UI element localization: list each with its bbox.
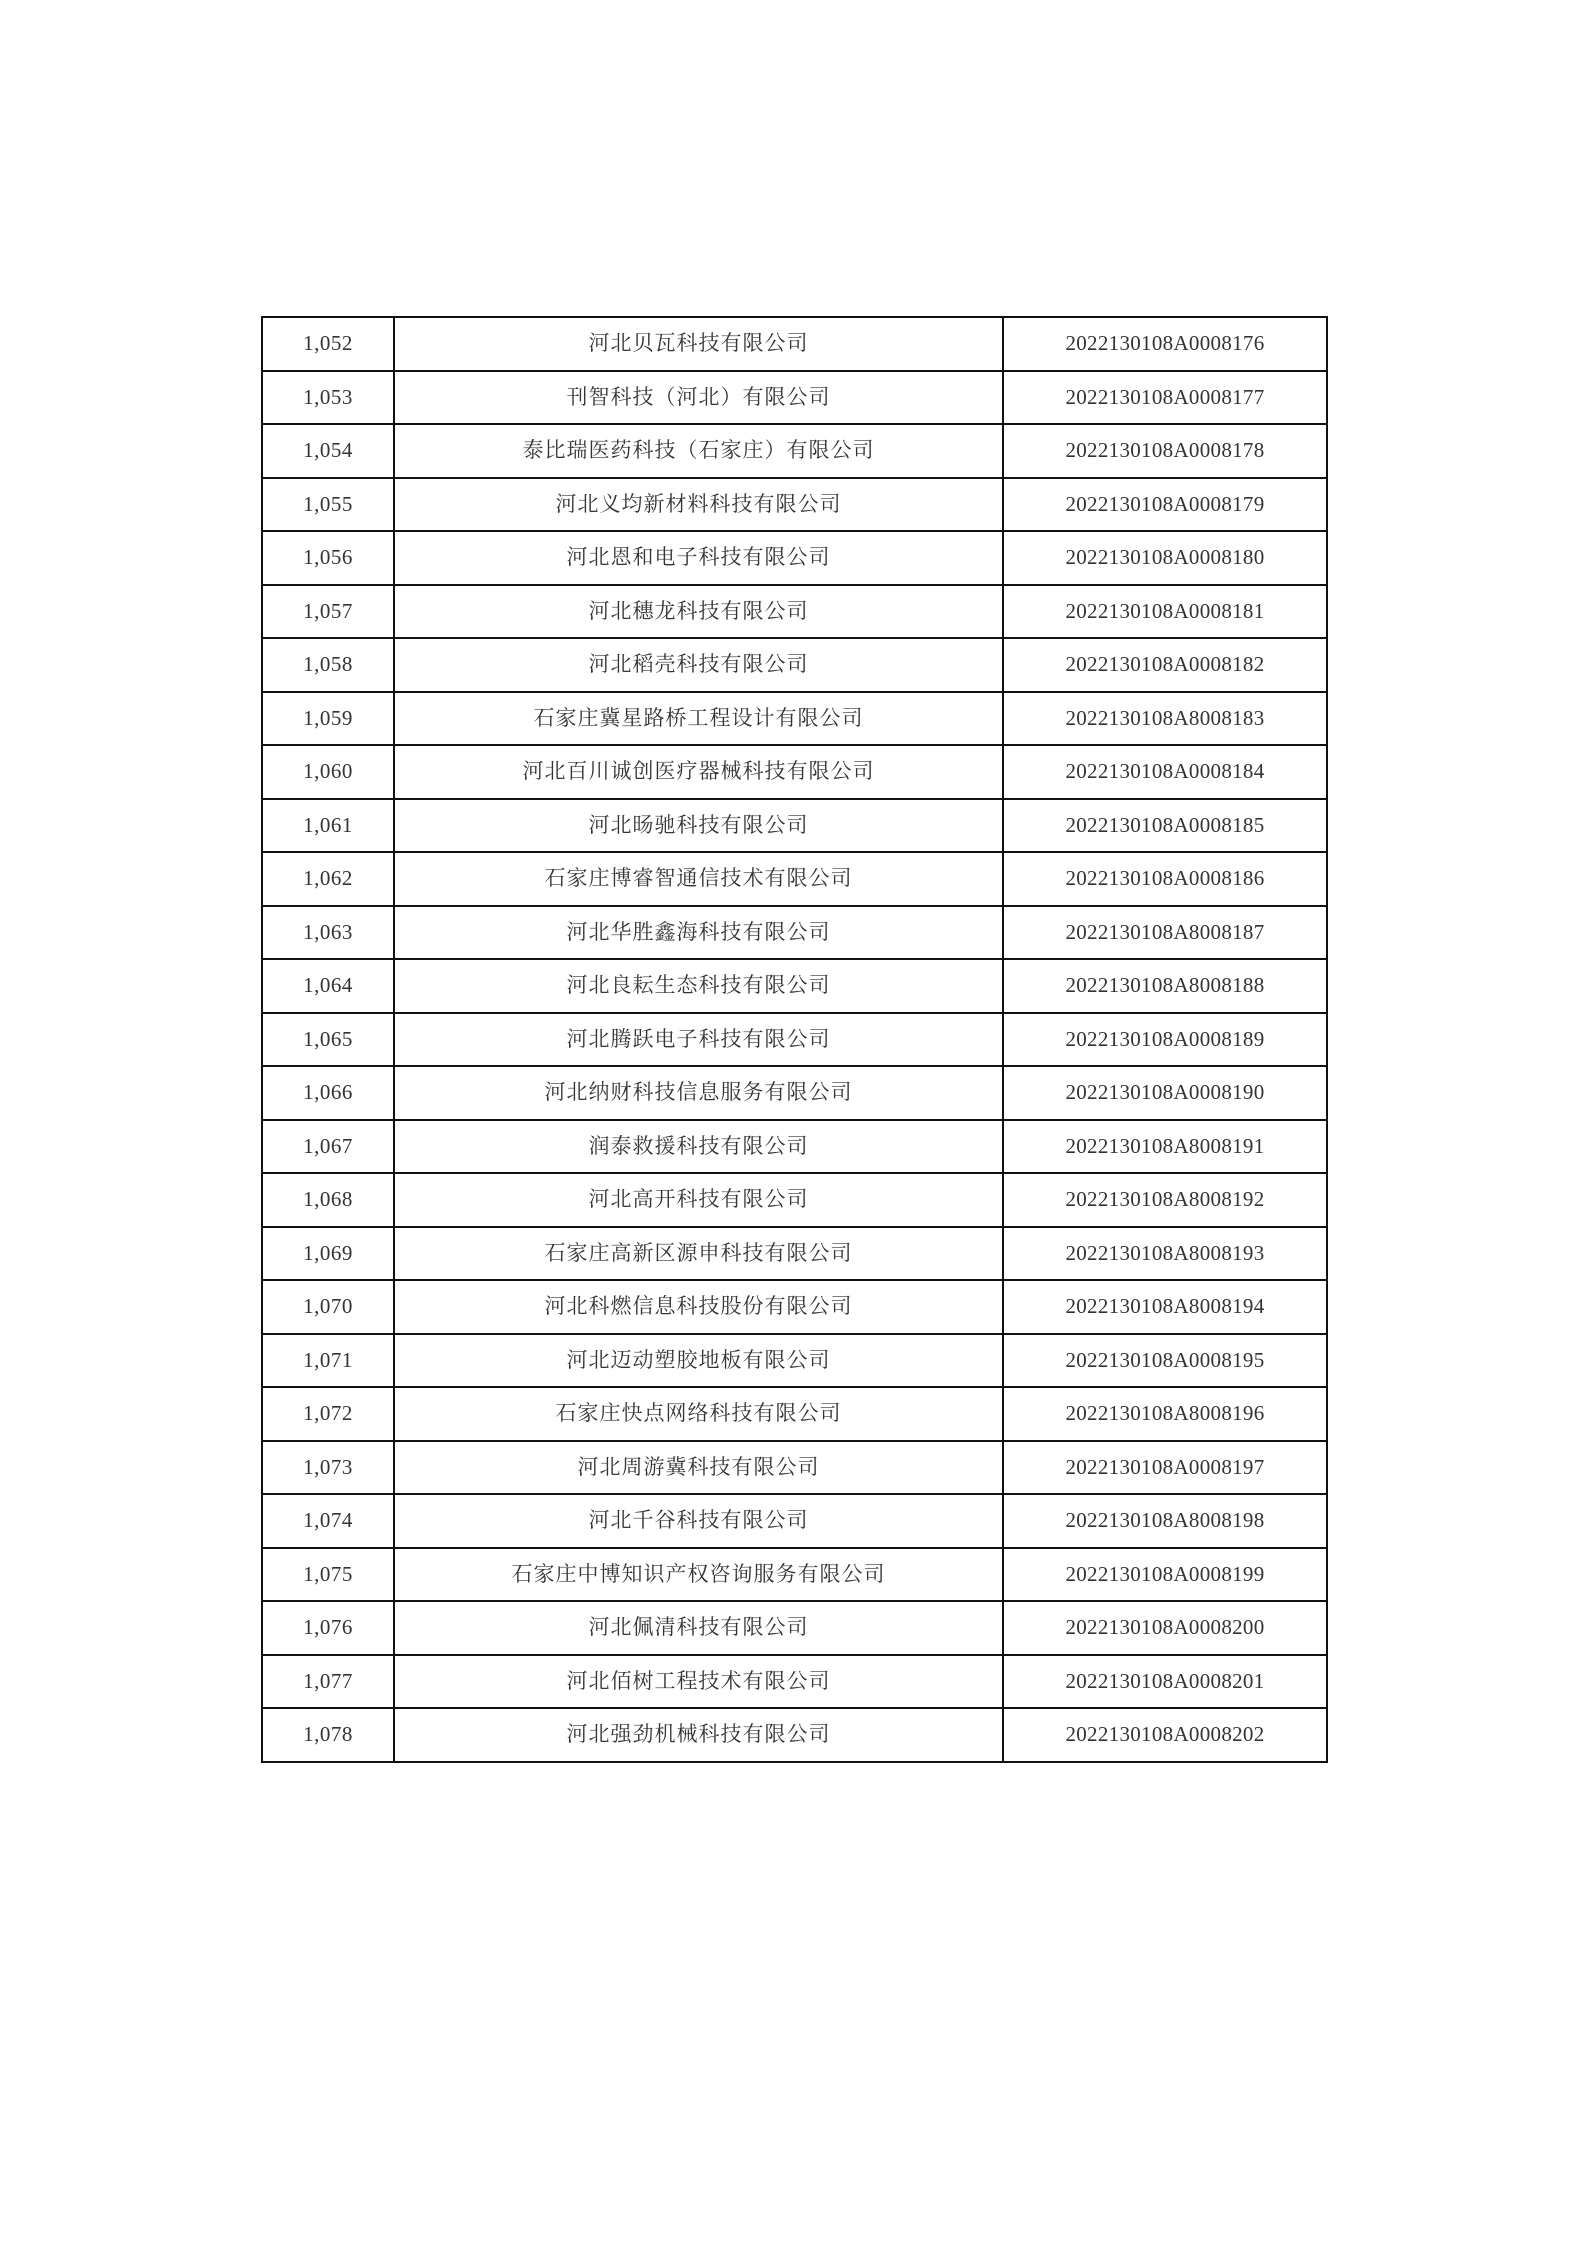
registration-code: 2022130108A0008181 bbox=[1003, 585, 1327, 639]
company-name: 石家庄高新区源申科技有限公司 bbox=[394, 1227, 1003, 1281]
company-name: 河北良耘生态科技有限公司 bbox=[394, 959, 1003, 1013]
row-number: 1,078 bbox=[262, 1708, 394, 1762]
row-number: 1,059 bbox=[262, 692, 394, 746]
registration-code: 2022130108A0008197 bbox=[1003, 1441, 1327, 1495]
company-name: 河北佰树工程技术有限公司 bbox=[394, 1655, 1003, 1709]
registration-code: 2022130108A0008189 bbox=[1003, 1013, 1327, 1067]
table-row bbox=[262, 1708, 1327, 1762]
row-number: 1,060 bbox=[262, 745, 394, 799]
row-number: 1,061 bbox=[262, 799, 394, 853]
company-name: 河北佩清科技有限公司 bbox=[394, 1601, 1003, 1655]
table-row bbox=[262, 1120, 1327, 1174]
table-row bbox=[262, 906, 1327, 960]
row-number: 1,067 bbox=[262, 1120, 394, 1174]
row-number: 1,076 bbox=[262, 1601, 394, 1655]
company-name: 石家庄冀星路桥工程设计有限公司 bbox=[394, 692, 1003, 746]
registration-code: 2022130108A8008188 bbox=[1003, 959, 1327, 1013]
table-row bbox=[262, 692, 1327, 746]
table-row bbox=[262, 531, 1327, 585]
registration-code: 2022130108A8008183 bbox=[1003, 692, 1327, 746]
registration-code: 2022130108A0008202 bbox=[1003, 1708, 1327, 1762]
registration-code: 2022130108A0008176 bbox=[1003, 317, 1327, 371]
registration-code: 2022130108A8008192 bbox=[1003, 1173, 1327, 1227]
table-row bbox=[262, 852, 1327, 906]
registration-code: 2022130108A8008191 bbox=[1003, 1120, 1327, 1174]
company-name: 石家庄中博知识产权咨询服务有限公司 bbox=[394, 1548, 1003, 1602]
row-number: 1,072 bbox=[262, 1387, 394, 1441]
table-row bbox=[262, 745, 1327, 799]
company-name: 石家庄博睿智通信技术有限公司 bbox=[394, 852, 1003, 906]
table-row bbox=[262, 1655, 1327, 1709]
company-name: 河北迈动塑胶地板有限公司 bbox=[394, 1334, 1003, 1388]
registration-code: 2022130108A0008179 bbox=[1003, 478, 1327, 532]
registration-code: 2022130108A8008196 bbox=[1003, 1387, 1327, 1441]
registration-code: 2022130108A0008200 bbox=[1003, 1601, 1327, 1655]
table-row bbox=[262, 1013, 1327, 1067]
company-name: 泰比瑞医药科技（石家庄）有限公司 bbox=[394, 424, 1003, 478]
registration-code: 2022130108A0008180 bbox=[1003, 531, 1327, 585]
company-name: 石家庄快点网络科技有限公司 bbox=[394, 1387, 1003, 1441]
company-name: 河北科燃信息科技股份有限公司 bbox=[394, 1280, 1003, 1334]
registration-code: 2022130108A0008184 bbox=[1003, 745, 1327, 799]
registration-code: 2022130108A0008199 bbox=[1003, 1548, 1327, 1602]
company-name: 河北义均新材料科技有限公司 bbox=[394, 478, 1003, 532]
company-name: 河北贝瓦科技有限公司 bbox=[394, 317, 1003, 371]
registration-code: 2022130108A8008187 bbox=[1003, 906, 1327, 960]
company-name: 河北恩和电子科技有限公司 bbox=[394, 531, 1003, 585]
table-row bbox=[262, 424, 1327, 478]
table-row bbox=[262, 959, 1327, 1013]
company-name: 河北穗龙科技有限公司 bbox=[394, 585, 1003, 639]
row-number: 1,070 bbox=[262, 1280, 394, 1334]
registration-code: 2022130108A0008190 bbox=[1003, 1066, 1327, 1120]
row-number: 1,069 bbox=[262, 1227, 394, 1281]
row-number: 1,071 bbox=[262, 1334, 394, 1388]
table-row bbox=[262, 317, 1327, 371]
company-registry-table bbox=[261, 316, 1328, 1763]
table-row bbox=[262, 1173, 1327, 1227]
row-number: 1,057 bbox=[262, 585, 394, 639]
registration-code: 2022130108A0008178 bbox=[1003, 424, 1327, 478]
company-name: 河北百川诚创医疗器械科技有限公司 bbox=[394, 745, 1003, 799]
company-name: 河北华胜鑫海科技有限公司 bbox=[394, 906, 1003, 960]
row-number: 1,074 bbox=[262, 1494, 394, 1548]
row-number: 1,054 bbox=[262, 424, 394, 478]
table-row bbox=[262, 371, 1327, 425]
row-number: 1,077 bbox=[262, 1655, 394, 1709]
row-number: 1,053 bbox=[262, 371, 394, 425]
row-number: 1,075 bbox=[262, 1548, 394, 1602]
table-body bbox=[262, 317, 1327, 1762]
company-name: 河北腾跃电子科技有限公司 bbox=[394, 1013, 1003, 1067]
row-number: 1,063 bbox=[262, 906, 394, 960]
company-name: 刊智科技（河北）有限公司 bbox=[394, 371, 1003, 425]
table-row bbox=[262, 1066, 1327, 1120]
table-row bbox=[262, 1387, 1327, 1441]
row-number: 1,073 bbox=[262, 1441, 394, 1495]
table-row bbox=[262, 638, 1327, 692]
registration-code: 2022130108A8008198 bbox=[1003, 1494, 1327, 1548]
row-number: 1,065 bbox=[262, 1013, 394, 1067]
table-row bbox=[262, 799, 1327, 853]
row-number: 1,068 bbox=[262, 1173, 394, 1227]
registration-code: 2022130108A0008186 bbox=[1003, 852, 1327, 906]
company-name: 河北强劲机械科技有限公司 bbox=[394, 1708, 1003, 1762]
company-name: 润泰救援科技有限公司 bbox=[394, 1120, 1003, 1174]
table-row bbox=[262, 478, 1327, 532]
registration-code: 2022130108A0008177 bbox=[1003, 371, 1327, 425]
registration-code: 2022130108A0008195 bbox=[1003, 1334, 1327, 1388]
company-name: 河北旸驰科技有限公司 bbox=[394, 799, 1003, 853]
registration-code: 2022130108A8008194 bbox=[1003, 1280, 1327, 1334]
registration-code: 2022130108A0008201 bbox=[1003, 1655, 1327, 1709]
company-name: 河北纳财科技信息服务有限公司 bbox=[394, 1066, 1003, 1120]
table-row bbox=[262, 1548, 1327, 1602]
row-number: 1,064 bbox=[262, 959, 394, 1013]
row-number: 1,066 bbox=[262, 1066, 394, 1120]
table-row bbox=[262, 1334, 1327, 1388]
registration-code: 2022130108A0008185 bbox=[1003, 799, 1327, 853]
company-name: 河北高开科技有限公司 bbox=[394, 1173, 1003, 1227]
registration-code: 2022130108A0008182 bbox=[1003, 638, 1327, 692]
row-number: 1,056 bbox=[262, 531, 394, 585]
table-row bbox=[262, 585, 1327, 639]
row-number: 1,055 bbox=[262, 478, 394, 532]
table-row bbox=[262, 1280, 1327, 1334]
company-name: 河北千谷科技有限公司 bbox=[394, 1494, 1003, 1548]
row-number: 1,058 bbox=[262, 638, 394, 692]
table-row bbox=[262, 1494, 1327, 1548]
table-row bbox=[262, 1601, 1327, 1655]
row-number: 1,052 bbox=[262, 317, 394, 371]
company-name: 河北周游冀科技有限公司 bbox=[394, 1441, 1003, 1495]
row-number: 1,062 bbox=[262, 852, 394, 906]
registration-code: 2022130108A8008193 bbox=[1003, 1227, 1327, 1281]
table-row bbox=[262, 1227, 1327, 1281]
company-name: 河北稻壳科技有限公司 bbox=[394, 638, 1003, 692]
table-row bbox=[262, 1441, 1327, 1495]
